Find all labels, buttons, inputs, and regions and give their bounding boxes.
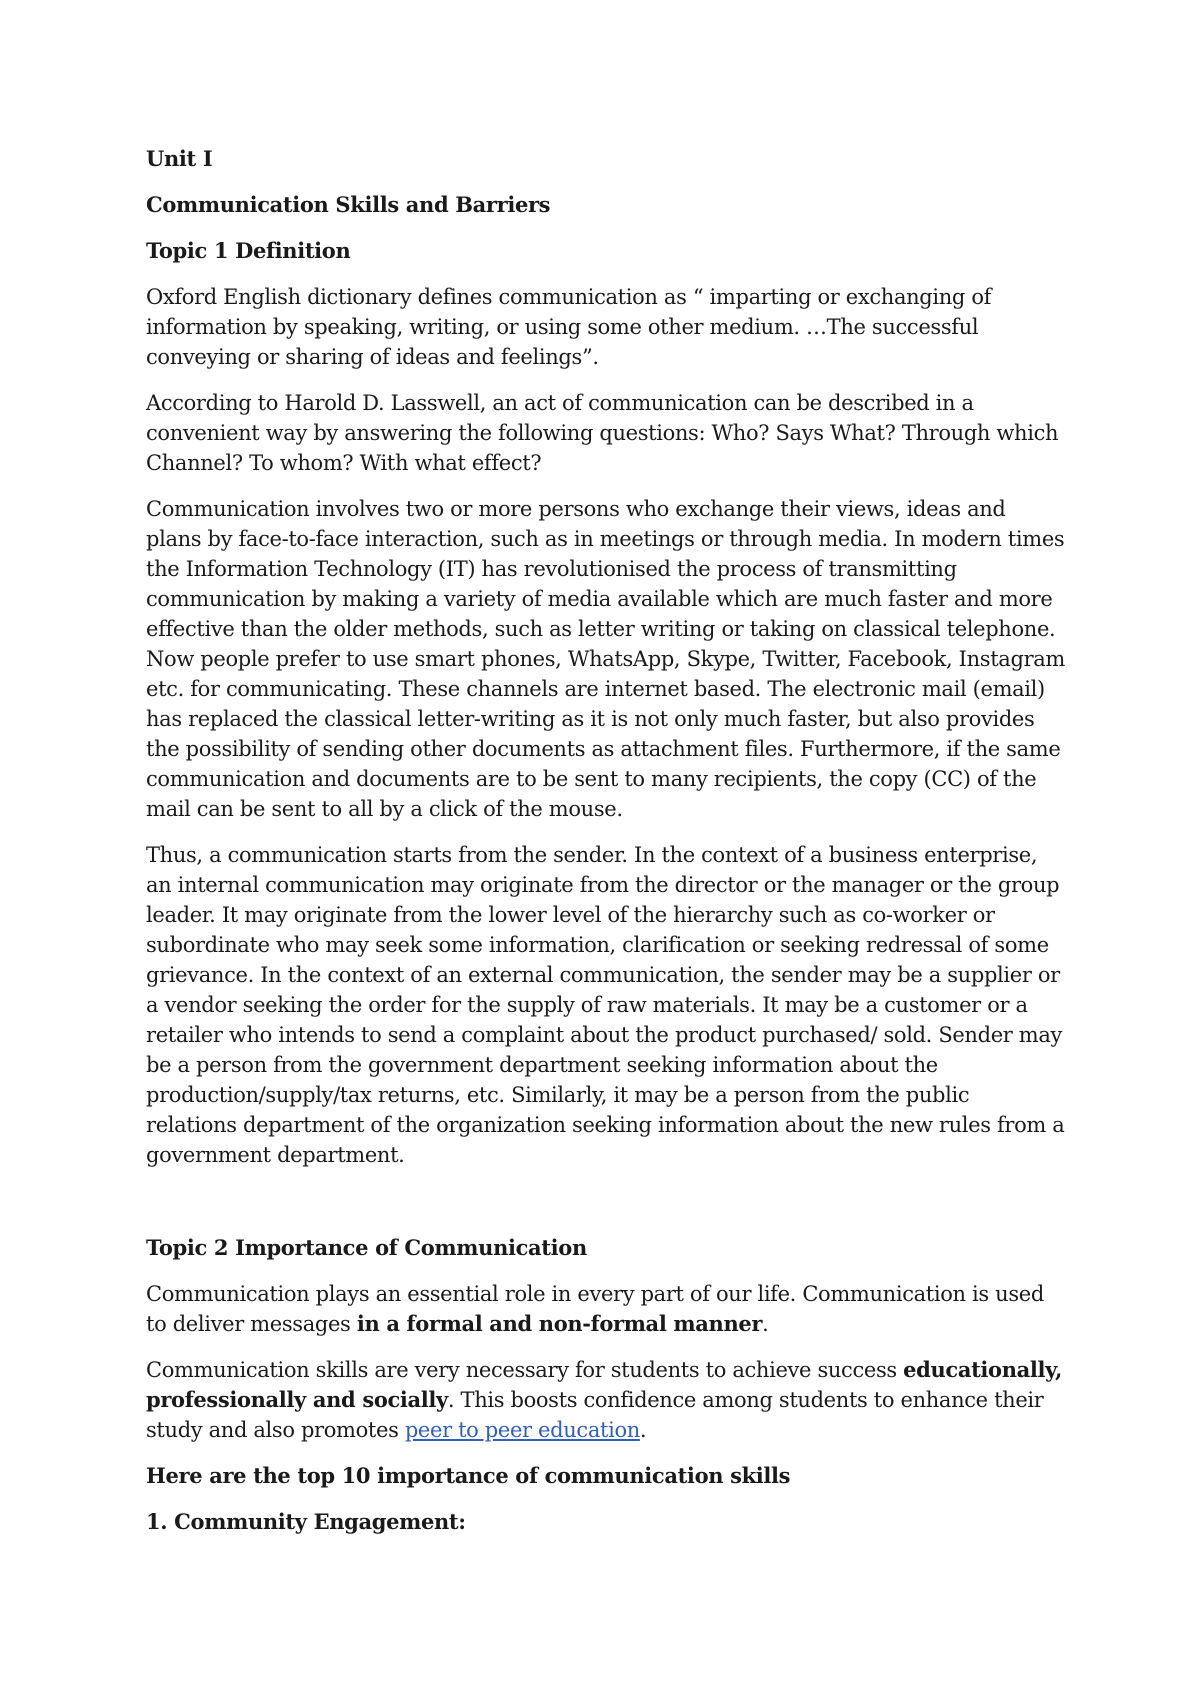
topic2-paragraph-1 [146, 1279, 1066, 1339]
topic2-title: Topic 2 Importance of Communication [146, 1235, 587, 1260]
topic2-p1-end: . [762, 1312, 769, 1336]
section-spacer [146, 1186, 1066, 1233]
topic1-paragraph-4: Thus, a communication starts from the sender. In the context of a business enterprise, an internal communication may originate from the director or the manager or the group leader. It may originate from the lower level of the hierarchy such as co-worker or subordinate who may seek some information, clarification or seeking redressal of some grievance. In the context of an external communication, the sender may be a supplier or a vendor seeking the order for the supply of raw materials. It may be a customer or a retailer who intends to send a complaint about the product purchased/ sold. Sender may be a person from the government department seeking information about the production/supply/tax returns, etc. Similarly, it may be a person from the public relations department of the organization seeking information about the new rules from a government department. [146, 843, 1065, 1167]
document-heading: Communication Skills and Barriers [146, 192, 551, 217]
topic2-p2-text: Communication skills are very necessary for students to achieve success [146, 1358, 904, 1382]
topic1-paragraph-1: Oxford English dictionary defines communication as “ imparting or exchanging of information by speaking, writing, or using some other medium. …The successful conveying or sharing of ideas and feelings”. [146, 285, 992, 369]
topic2-p2-emphasis: educationally, professionally and socially [146, 1357, 1062, 1412]
topic2-p1-emphasis: in a formal and non-formal manner [356, 1311, 763, 1336]
unit-title: Unit I [146, 146, 213, 171]
topic2-p1-text: Communication plays an essential role in every part of our life. Communication is used to deliver messages [146, 1282, 1044, 1336]
topic2-paragraph-2 [146, 1355, 1066, 1445]
topic1-paragraph-2: According to Harold D. Lasswell, an act of communication can be described in a convenient way by answering the following questions: Who? Says What? Through which Channel? To whom? With what effect? [146, 391, 1059, 475]
topic2-p2-middle: . This boosts confidence among students to enhance their study and also promotes [146, 1388, 1044, 1442]
topic1-title: Topic 1 Definition [146, 238, 351, 263]
document-body [146, 144, 1066, 1553]
topic2-p2-end: . [639, 1418, 647, 1442]
peer-education-link[interactable]: peer to peer education [404, 1418, 640, 1442]
importance-list-heading: Here are the top 10 importance of communication skills [146, 1463, 791, 1488]
topic1-paragraph-3: Communication involves two or more persons who exchange their views, ideas and plans by face-to-face interaction, such as in meetings or through media. In modern times the Information Technology (IT) has revolutionised the process of transmitting communication by making a variety of media available which are much faster and more effective than the older methods, such as letter writing or taking on classical telephone. Now people prefer to use smart phones, WhatsApp, Skype, Twitter, Facebook, Instagram etc. for communicating. These channels are internet based. The electronic mail (email) has replaced the classical letter-writing as it is not only much faster, but also provides the possibility of sending other documents as attachment files. Furthermore, if the same communication and documents are to be sent to many recipients, the copy (CC) of the mail can be sent to all by a click of the mouse. [146, 497, 1065, 821]
list-item-1: 1. Community Engagement: [146, 1509, 466, 1534]
